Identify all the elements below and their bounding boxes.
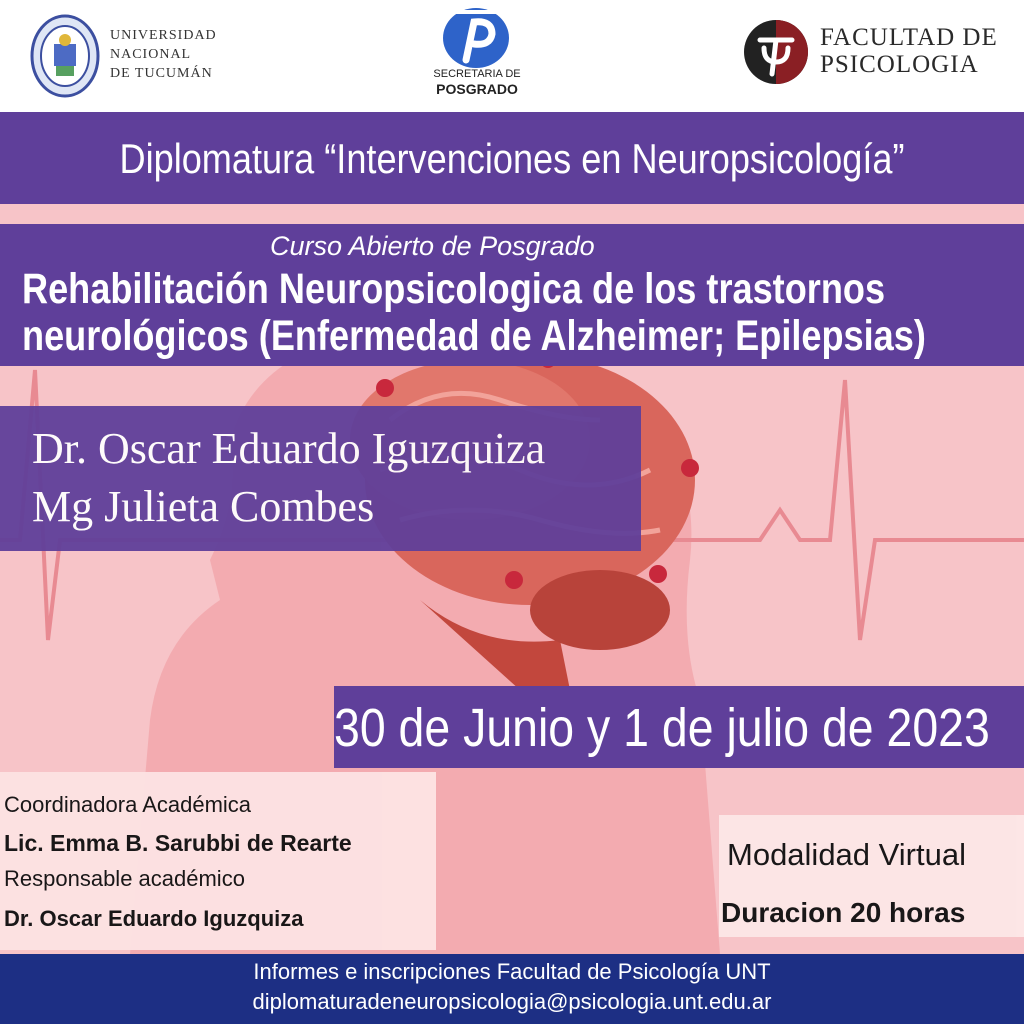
footer xyxy=(0,954,1024,1024)
program-title: Diplomatura “Intervenciones en Neuropsicología” xyxy=(119,135,905,182)
header xyxy=(0,0,1024,112)
speakers-band xyxy=(0,406,641,551)
modality-label: Modalidad Virtual xyxy=(727,837,966,872)
course-band xyxy=(0,224,1024,366)
duration-label: Duracion 20 horas xyxy=(721,897,966,928)
faculty-name: FACULTAD DE PSICOLOGIA xyxy=(820,24,998,78)
course-subtitle: Curso Abierto de Posgrado xyxy=(270,231,595,261)
coordinator-role: Coordinadora Académica xyxy=(4,792,252,817)
speakers-list xyxy=(32,420,545,536)
info-text: Informes e inscripciones Facultad de Psicología UNT xyxy=(253,959,771,984)
psychology-faculty-logo-icon xyxy=(742,18,810,86)
university-name: UNIVERSIDAD NACIONAL DE TUCUMÁN xyxy=(110,28,217,81)
posgrado-logo-icon xyxy=(440,4,512,70)
modality-box xyxy=(719,815,1024,937)
posgrado-label: SECRETARIA DE POSGRADO xyxy=(433,68,521,97)
course-date: 30 de Junio y 1 de julio de 2023 xyxy=(334,698,990,758)
course-title: Rehabilitación Neuropsicologica de los trastornos neurológicos (Enfermedad de Alzheimer; Epilepsias) xyxy=(22,265,926,360)
coordinator-name: Lic. Emma B. Sarubbi de Rearte xyxy=(4,830,352,856)
speaker-name: Dr. Oscar Eduardo Iguzquiza xyxy=(32,424,546,473)
speaker-name: Mg Julieta Combes xyxy=(32,482,375,531)
coordination-box xyxy=(0,772,436,950)
responsible-role: Responsable académico xyxy=(4,866,245,891)
responsible-name: Dr. Oscar Eduardo Iguzquiza xyxy=(4,906,304,931)
date-band xyxy=(334,686,1024,768)
university-seal-icon xyxy=(30,14,100,98)
contact-email[interactable]: diplomaturadeneuropsicologia@psicologia.unt.edu.ar xyxy=(252,989,772,1014)
program-title-band xyxy=(0,112,1024,204)
